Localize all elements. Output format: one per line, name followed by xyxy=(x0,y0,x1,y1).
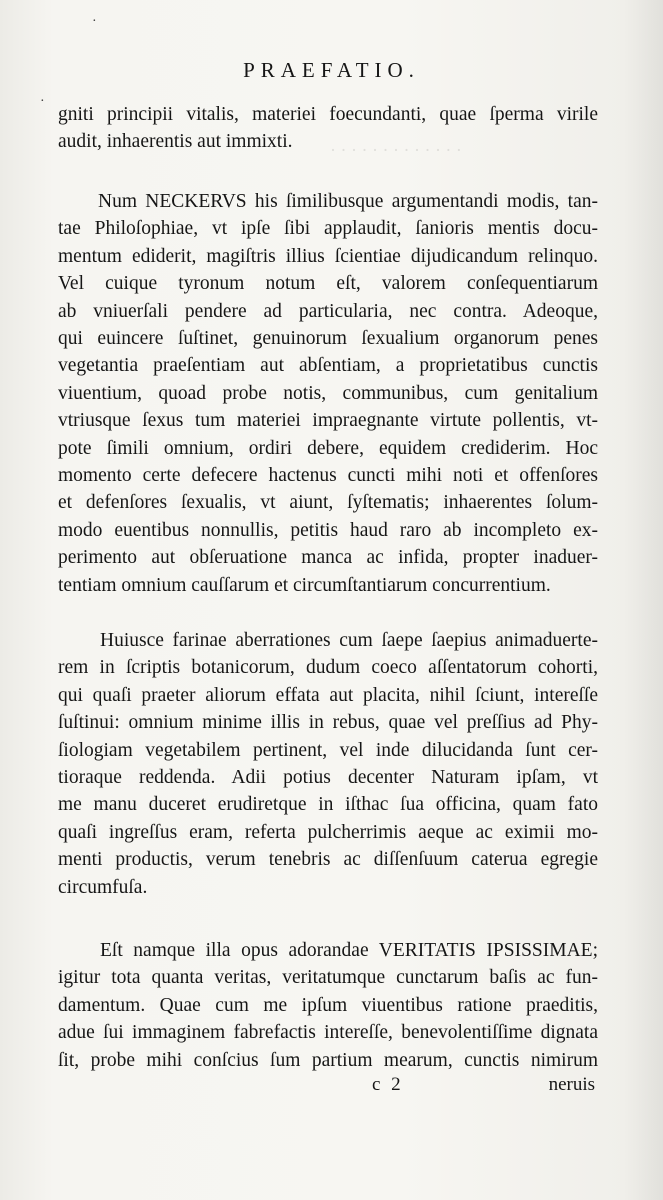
text-line: et defenſores ſexualis, vt aiunt, ſyſtematis; inhaerentes ſolum- xyxy=(58,492,598,514)
show-through-text: · · · · · · · · · · · · · xyxy=(330,140,462,160)
text-line: viuentium, quoad probe notis, communibus, cum genitalium xyxy=(58,382,598,404)
text-line: perimento aut obſeruatione manca ac infida, propter inaduer- xyxy=(58,547,598,569)
text-line: qui quaſi praeter aliorum effata aut placita, nihil ſciunt, intereſſe xyxy=(58,684,598,706)
text-line: tentiam omnium cauſſarum et circumſtantiarum concurrentium. xyxy=(58,574,551,596)
text-line: me manu duceret erudiretque in iſthac ſua officina, quam fato xyxy=(58,794,598,816)
text-line: Num NECKERVS his ſimilibusque argumentandi modis, tan- xyxy=(98,191,598,212)
text-line: ſuſtinui: omnium minime illis in rebus, quae vel preſſius ad Phy- xyxy=(58,712,598,734)
text-line: tioraque reddenda. Adii potius decenter Naturam ipſam, vt xyxy=(58,767,598,789)
text-line: vtriusque ſexus tum materiei impraegnante virtute pollentis, vt- xyxy=(58,410,598,432)
catchword: neruis xyxy=(548,1074,595,1095)
text-line: menti productis, verum tenebris ac diſſenſuum caterua egregie xyxy=(58,849,598,871)
page-header: PRAEFATIO. xyxy=(243,58,420,82)
paragraph-4 xyxy=(58,937,598,1074)
text-line: tae Philoſophiae, vt ipſe ſibi applaudit, ſanioris mentis docu- xyxy=(58,218,598,240)
text-line: pote ſimili omnium, ordiri debere, equidem crediderim. Hoc xyxy=(58,437,598,459)
text-line: momento certe defecere hactenus cuncti mihi noti et offenſores xyxy=(58,465,598,487)
text-line: Eſt namque illa opus adorandae VERITATIS IPSISSIMAE; xyxy=(100,940,598,961)
text-line: damentum. Quae cum me ipſum viuentibus ratione praeditis, xyxy=(58,994,598,1016)
page-edge-shadow xyxy=(623,0,663,1200)
speck-mark: · xyxy=(40,94,45,109)
text-line: mentum ediderit, magiſtris illius ſcientiae dijudicandum relinquo. xyxy=(58,245,598,267)
text-line: gniti principii vitalis, materiei foecundanti, quae ſperma virile xyxy=(58,104,598,125)
text-line: quaſi ingreſſus eram, referta pulcherrimis aeque ac eximii mo- xyxy=(58,821,598,843)
text-line: ab vniuerſali pendere ad particularia, nec contra. Adeoque, xyxy=(58,300,598,322)
paragraph-3 xyxy=(58,627,598,901)
text-line: audit, inhaerentis aut immixti. xyxy=(58,131,293,153)
text-line: ſiologiam vegetabilem pertinent, vel inde dilucidanda ſunt cer- xyxy=(58,739,598,761)
paragraph-1 xyxy=(58,101,598,156)
text-line: igitur tota quanta veritas, veritatumque cunctarum baſis ac fun- xyxy=(58,967,598,989)
text-line: ſit, probe mihi conſcius ſum partium mearum, cunctis nimirum xyxy=(58,1049,598,1071)
speck-mark: · xyxy=(92,14,97,29)
text-line: adue ſui immaginem fabrefactis intereſſe, benevolentiſſime dignata xyxy=(58,1022,598,1044)
text-line: Huiusce farinae aberrationes cum ſaepe ſaepius animaduerte- xyxy=(100,630,598,651)
text-line: modo euentibus nonnullis, petitis haud raro ab incompleto ex- xyxy=(58,519,598,541)
signature-mark: c 2 xyxy=(372,1074,404,1095)
paragraph-2 xyxy=(58,188,598,599)
text-line: Vel cuique tyronum notum eſt, valorem conſequentiarum xyxy=(58,273,598,295)
text-line: circumfuſa. xyxy=(58,876,148,898)
text-line: vegetantia praeſentiam aut abſentiam, a proprietatibus cunctis xyxy=(58,355,598,377)
text-line: rem in ſcriptis botanicorum, dudum coeco aſſentatorum cohorti, xyxy=(58,657,598,679)
text-line: qui euincere ſuſtinet, genuinorum ſexualium organorum penes xyxy=(58,328,598,350)
